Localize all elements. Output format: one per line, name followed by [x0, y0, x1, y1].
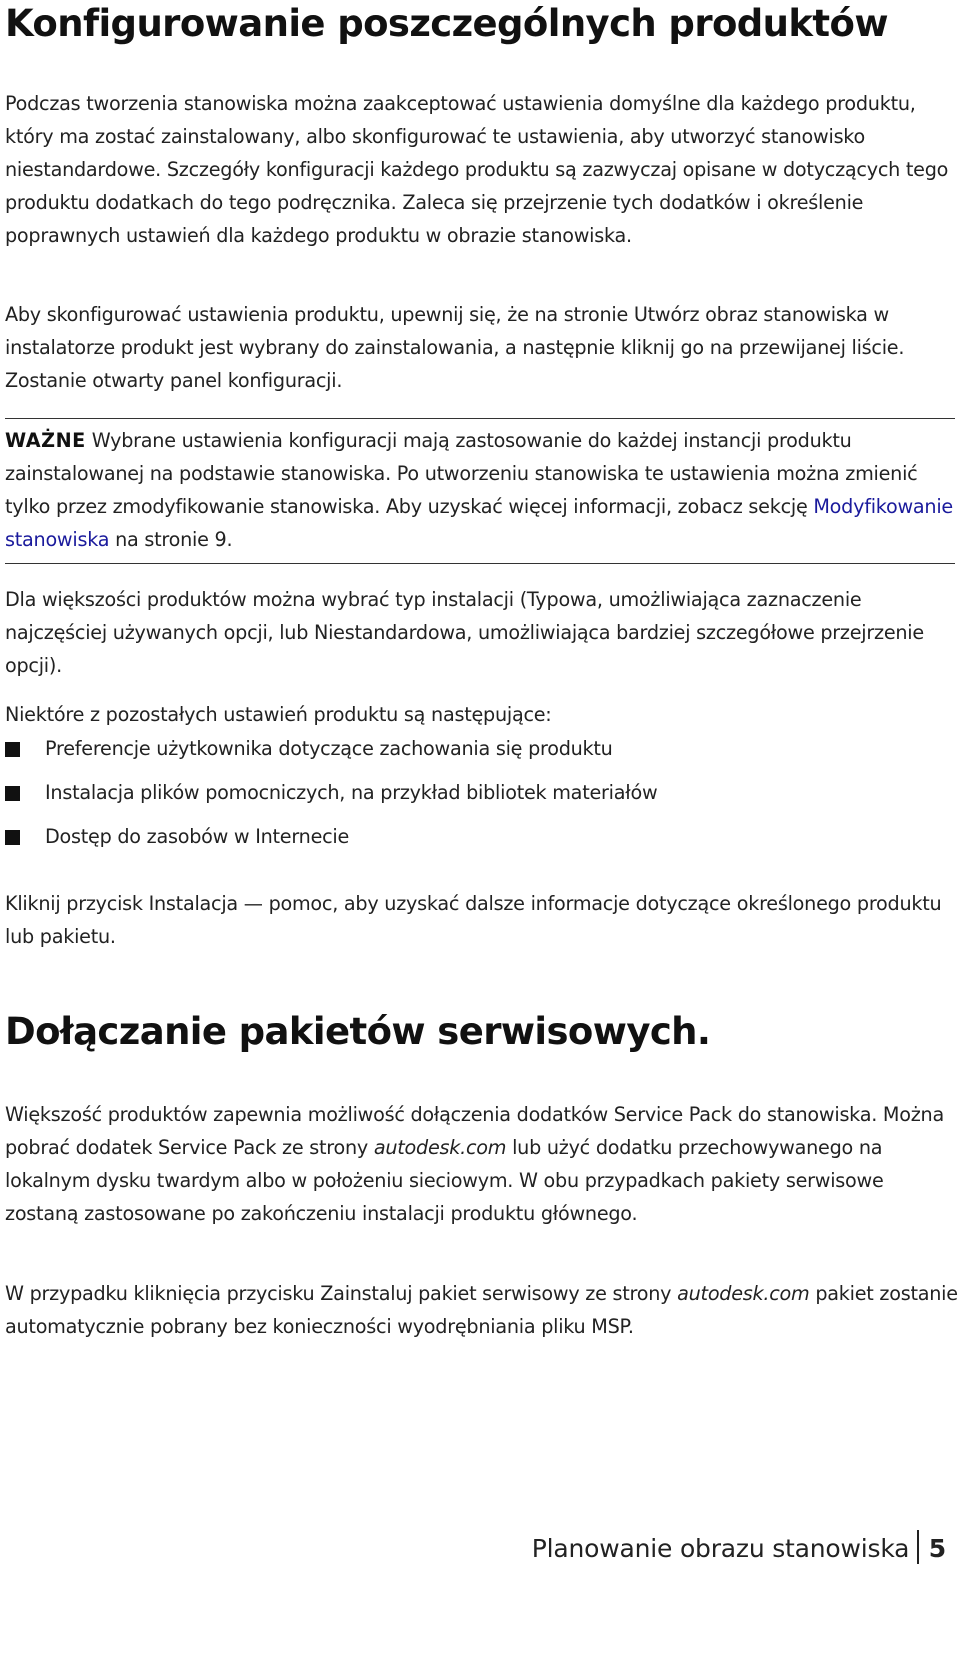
list-item: [5, 732, 955, 776]
settings-bullet-list: [5, 732, 955, 864]
important-note-page-ref: na stronie 9.: [115, 528, 233, 551]
paragraph-service-pack-download: [5, 1277, 960, 1343]
list-item: [5, 820, 955, 864]
list-item-text: Preferencje użytkownika dotyczące zachowania się produktu: [45, 737, 613, 760]
autodesk-site-name: autodesk.com: [677, 1282, 810, 1305]
list-item-text: Instalacja plików pomocniczych, na przykład bibliotek materiałów: [45, 781, 658, 804]
link-modifying-deployment[interactable]: Modyfikowanie stanowiska: [5, 495, 953, 551]
important-note-label: WAŻNE: [5, 429, 86, 452]
download-text-end: pakiet zostanie automatycznie pobrany bez konieczności wyodrębniania pliku MSP.: [5, 1282, 958, 1338]
important-note-text: Wybrane ustawienia konfiguracji mają zastosowanie do każdej instancji produktu zainstalowanej na podstawie stanowiska. Po utworzeniu stanowiska te ustawienia można zmienić tylko przez zmodyfikowanie stanowiska. Aby uzyskać więcej informacji, zobacz sekcję: [5, 429, 918, 518]
autodesk-site-name: autodesk.com: [373, 1136, 507, 1159]
note-top-rule: [5, 418, 955, 419]
footer-section-title: Planowanie obrazu stanowiska: [531, 1534, 910, 1563]
paragraph-service-packs: [5, 1098, 960, 1230]
list-item-text: Dostęp do zasobów w Internecie: [45, 825, 350, 848]
paragraph-configure-steps: Aby skonfigurować ustawienia produktu, upewnij się, że na stronie Utwórz obraz stanowiska w instalatorze produkt jest wybrany do zainstalowania, a następnie kliknij go na przewijanej liście. Zostanie otwarty panel konfiguracji.: [5, 303, 905, 392]
paragraph-other-settings: Niektóre z pozostałych ustawień produktu są następujące:: [5, 703, 552, 726]
important-note: [5, 424, 960, 556]
section-heading-configure-products: Konfigurowanie poszczególnych produktów: [5, 2, 888, 45]
paragraph-installation-type: Dla większości produktów można wybrać typ instalacji (Typowa, umożliwiająca zaznaczenie najczęściej używanych opcji, lub Niestandardowa, umożliwiająca bardziej szczegółowe przejrzenie opcji).: [5, 588, 924, 677]
service-pack-text-end: lub użyć dodatku przechowywanego na lokalnym dysku twardym albo w położeniu sieciowym. W obu przypadkach pakiety serwisowe zostaną zastosowane po zakończeniu instalacji produktu głównego.: [5, 1136, 884, 1225]
footer-divider: [917, 1530, 919, 1564]
section-heading-service-packs: Dołączanie pakietów serwisowych.: [5, 1010, 711, 1053]
bullet-square-icon: [5, 786, 20, 801]
paragraph-intro: Podczas tworzenia stanowiska można zaakceptować ustawienia domyślne dla każdego produktu, który ma zostać zainstalowany, albo skonfigurować te ustawienia, aby utworzyć stanowisko niestandardowe. Szczegóły konfiguracji każdego produktu są zazwyczaj opisane w dotyczących tego produktu dodatkach do tego podręcznika. Zaleca się przejrzenie tych dodatków i określenie poprawnych ustawień dla każdego produktu w obrazie stanowiska.: [5, 92, 949, 247]
bullet-square-icon: [5, 830, 20, 845]
note-bottom-rule: [5, 563, 955, 564]
paragraph-help-button: Kliknij przycisk Instalacja — pomoc, aby uzyskać dalsze informacje dotyczące określonego produktu lub pakietu.: [5, 892, 942, 948]
page-number: 5: [928, 1534, 946, 1563]
page-footer: [532, 1530, 946, 1567]
list-item: [5, 776, 955, 820]
service-pack-text-start: Większość produktów zapewnia możliwość dołączenia dodatków Service Pack do stanowiska. Można pobrać dodatek Service Pack ze strony: [5, 1103, 944, 1159]
bullet-square-icon: [5, 742, 20, 757]
download-text-start: W przypadku kliknięcia przycisku Zainstaluj pakiet serwisowy ze strony: [5, 1282, 672, 1305]
